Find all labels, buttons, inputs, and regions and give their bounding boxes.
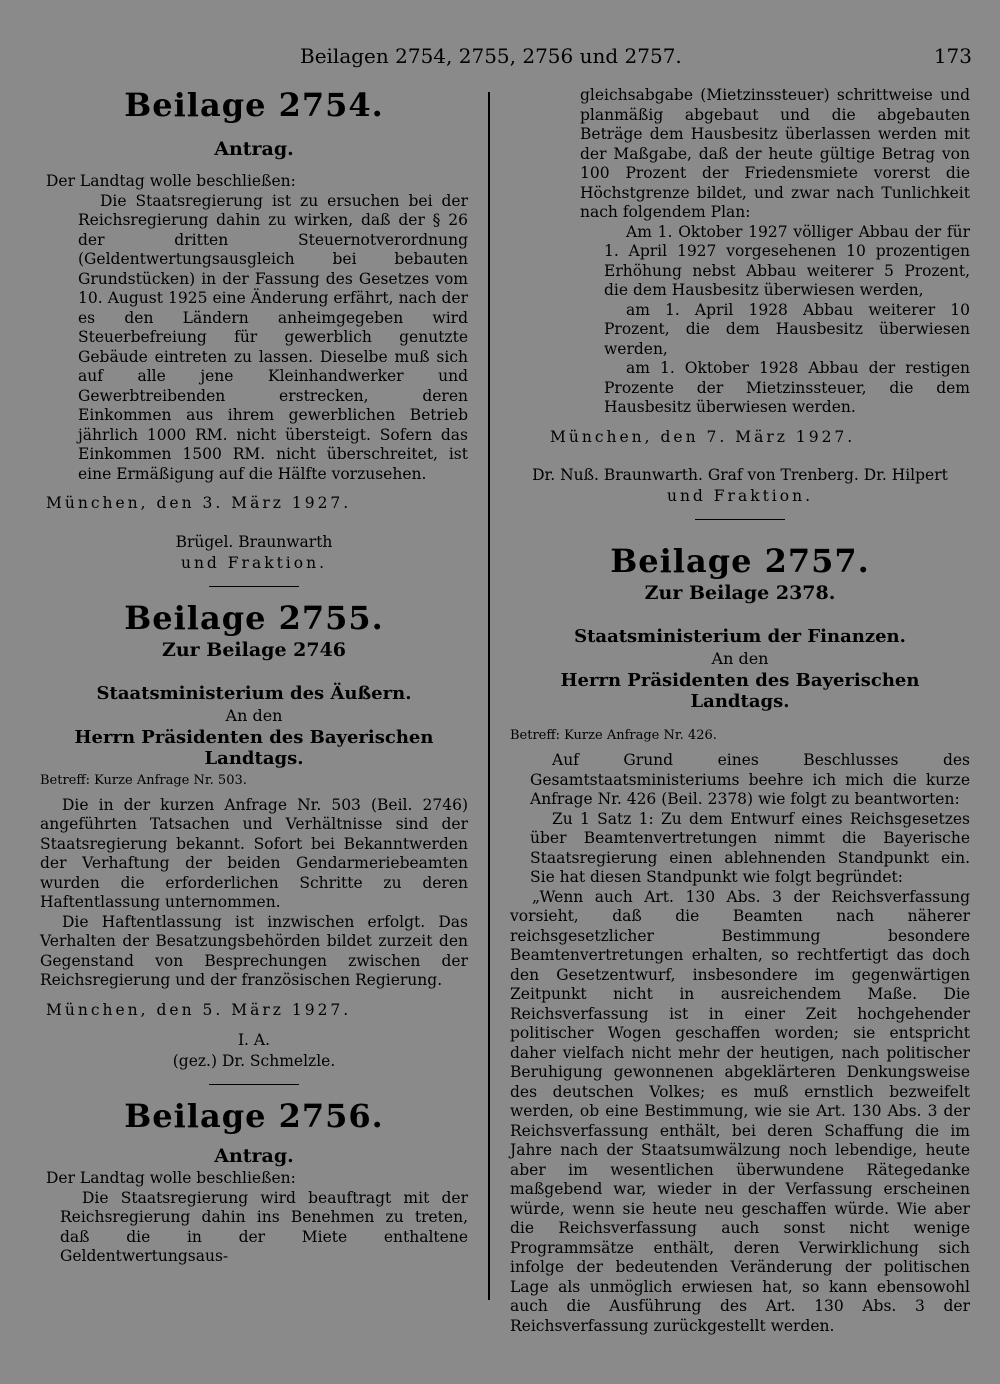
beilage-2755-paragraph-2: Die Haftentlassung ist inzwischen erfolgt. Das Verhalten der Besatzungsbehörden bildet zurzeit den Gegenstand von Besprechungen zwischen der Reichsregierung und der französischen Regierung. [40, 912, 468, 989]
beilage-2756-signers: Dr. Nuß. Braunwarth. Graf von Trenberg. Dr. Hilpert [532, 466, 948, 484]
beilage-2755-betreff: Betreff: Kurze Anfrage Nr. 503. [40, 772, 247, 788]
section-rule [209, 1084, 299, 1085]
beilage-2757-title: Beilage 2757. [610, 542, 870, 580]
beilage-2757 [510, 542, 970, 1336]
beilage-2755-date: München, den 5. März 1927. [46, 1000, 352, 1019]
beilage-2755-ministry: Staatsministerium des Äußern. [96, 682, 412, 704]
beilage-2755-sig-line-1: I. A. [237, 1031, 271, 1049]
beilage-2756-plan-1: Am 1. Oktober 1927 völliger Abbau der für 1. April 1927 vorgesehenen 10 prozentigen Erhöhung nebst Abbau weiterer 5 Prozent, die dem Hausbesitz überwiesen werden, [604, 222, 970, 299]
beilage-2756 [40, 1097, 468, 1267]
left-column [40, 86, 468, 1267]
running-head: Beilagen 2754, 2755, 2756 und 2757. [300, 44, 682, 68]
beilage-2754-title: Beilage 2754. [124, 86, 384, 124]
beilage-2756-body-start: Die Staatsregierung wird beauftragt mit der Reichsregierung dahin ins Benehmen zu treten, daß die in der Miete enthaltene Geldentwertungsaus- [60, 1188, 468, 1265]
beilage-2756-body-continued: gleichsabgabe (Mietzinssteuer) schrittweise und planmäßig abgebaut und die abgebauten Beträge dem Hausbesitz überlassen werden mit der Maßgabe, daß der heute gültige Betrag von 100 Prozent der Friedensmiete vorerst die Höchstgrenze bildet, und zwar nach Tunlichkeit nach folgendem Plan: [580, 86, 970, 221]
beilage-2755 [40, 599, 468, 1073]
page-number: 173 [933, 44, 972, 68]
beilage-2756-date: München, den 7. März 1927. [550, 427, 856, 446]
beilage-2756-title: Beilage 2756. [124, 1097, 384, 1135]
beilage-2757-paragraph-3: „Wenn auch Art. 130 Abs. 3 der Reichsverfassung vorsieht, daß die Beamten nach näherer reichsgesetzlicher Bestimmung besondere Beamtenvertretungen erhalten, so rechtfertigt das doch den Gesetzentwurf, insbesondere im gegenwärtigen Zeitpunkt nicht in ausreichendem Maße. Die Reichsverfassung ist in einer Zeit hochgehender politischer Wogen geschaffen worden; sie entspricht daher vielfach nicht mehr der heutigen, nach politischer Beruhigung gewonnenen abgeklärteren Denkungsweise des deutschen Volkes; es muß ernstlich bezweifelt werden, ob eine Bestimmung, wie sie Art. 130 Abs. 3 der Reichsverfassung enthält, bei deren Schaffung die im Jahre nach der Staatsumwälzung noch lebendige, heute aber im wesentlichen überwundene Rätegedanke maßgebend war, wieder in der Verfassung erscheinen würde, wenn sie heute neu geschaffen würde. Wie aber die Reichsverfassung auch sonst nicht wenige Programmsätze enthält, deren Verwirklichung sich infolge der bedeutenden Veränderung der politischen Lage als unmöglich erwiesen hat, so kann ebensowohl auch die Ausführung des Art. 130 Abs. 3 der Reichsverfassung zurückgestellt werden. [510, 887, 970, 1335]
beilage-2757-recipient: Herrn Präsidenten des Bayerischen Landtags. [560, 670, 920, 712]
beilage-2756-continued [510, 86, 970, 507]
beilage-2754-date: München, den 3. März 1927. [46, 494, 352, 512]
beilage-2756-fraktion: und Fraktion. [666, 487, 814, 505]
beilage-2756-plan-2: am 1. April 1928 Abbau weiterer 10 Prozent, die dem Hausbesitz überwiesen werden, [604, 300, 970, 358]
beilage-2754-subtitle: Antrag. [214, 138, 294, 160]
beilage-2755-title: Beilage 2755. [124, 598, 384, 637]
beilage-2755-recipient: Herrn Präsidenten des Bayerischen Landtags. [74, 726, 434, 769]
beilage-2754-body: Die Staatsregierung ist zu ersuchen bei der Reichsregierung dahin zu wirken, daß der § 26 der dritten Steuernotverordnung (Geldentwertungsausgleich bei bebauten Grundstücken) in der Fassung des Gesetzes vom 10. August 1925 eine Änderung erfährt, nach der es den Ländern anheimgegeben wird Steuerbefreiung für gewerblich genutzte Gebäude eintreten zu lassen. Dieselbe muß sich auf alle jene Kleinhandwerker und Gewerbtreibenden erstrecken, deren Einkommen aus ihrem gewerblichen Betrieb jährlich 1000 RM. nicht übersteigt. Sofern das Einkommen 1500 RM. nicht überschreitet, ist eine Ermäßigung auf die Hälfte vorzusehen. [78, 191, 468, 483]
beilage-2755-paragraph-1: Die in der kurzen Anfrage Nr. 503 (Beil. 2746) angeführten Tatsachen und Verhältnisse sind der Staatsregierung bekannt. Sofort bei Bekanntwerden der Verhaftung der beiden Gendarmeriebeamten wurden die erforderlichen Schritte zu deren Haftentlassung unternommen. [40, 795, 468, 911]
column-divider [488, 92, 490, 1300]
beilage-2755-sig-line-2: (gez.) Dr. Schmelzle. [172, 1052, 336, 1070]
beilage-2756-plan-3: am 1. Oktober 1928 Abbau der restigen Prozente der Mietzinssteuer, die dem Hausbesitz überwiesen werden. [604, 359, 970, 416]
section-rule [209, 586, 299, 587]
beilage-2754 [40, 86, 468, 574]
beilage-2754-fraktion: und Fraktion. [180, 553, 328, 572]
beilage-2756-intro: Der Landtag wolle beschließen: [46, 1169, 296, 1187]
beilage-2756-subtitle: Antrag. [214, 1145, 294, 1167]
right-column [510, 86, 970, 1336]
beilage-2757-subtitle: Zur Beilage 2378. [644, 582, 836, 604]
beilage-2755-an-den: An den [225, 705, 283, 725]
beilage-2755-subtitle: Zur Beilage 2746 [161, 638, 347, 661]
beilage-2757-paragraph-1: Auf Grund eines Beschlusses des Gesamtstaatsministeriums beehre ich mich die kurze Anfrage Nr. 426 (Beil. 2378) wie folgt zu beantworten: [530, 751, 970, 808]
beilage-2757-an-den: An den [711, 649, 769, 668]
beilage-2754-intro: Der Landtag wolle beschließen: [46, 172, 296, 190]
beilage-2754-signers: Brügel. Braunwarth [175, 532, 333, 551]
beilage-2757-betreff: Betreff: Kurze Anfrage Nr. 426. [510, 728, 717, 743]
section-rule [695, 519, 785, 520]
beilage-2757-ministry: Staatsministerium der Finanzen. [574, 626, 906, 647]
beilage-2757-paragraph-2: Zu 1 Satz 1: Zu dem Entwurf eines Reichsgesetzes über Beamtenvertretungen nimmt die Bayerische Staatsregierung einen ablehnenden Standpunkt ein. Sie hat diesen Standpunkt wie folgt begründet: [530, 809, 970, 886]
